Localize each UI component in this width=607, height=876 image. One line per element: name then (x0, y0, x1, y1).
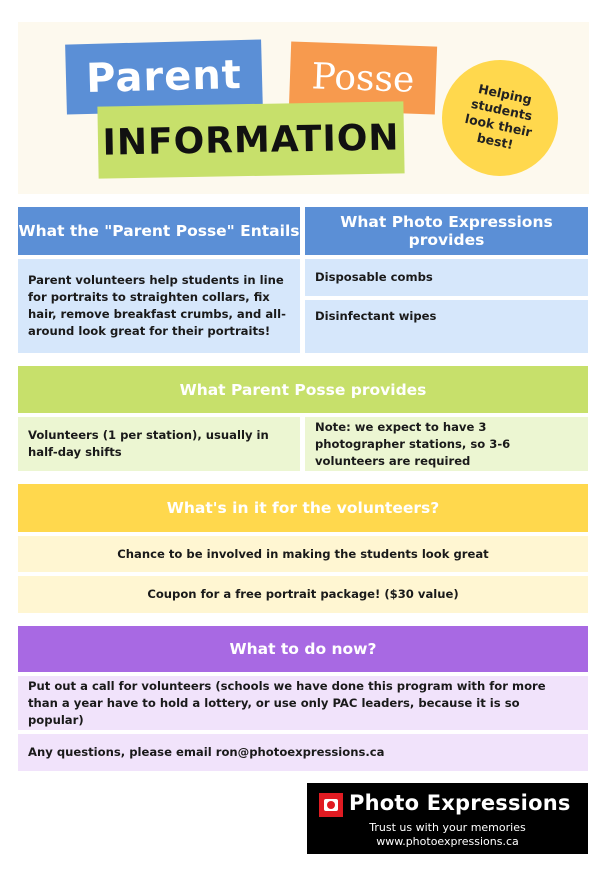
entails-header: What the "Parent Posse" Entails (18, 207, 300, 255)
volunteers-benefit-header: What's in it for the volunteers? (18, 484, 588, 532)
provides-item-wipes: Disinfectant wipes (305, 300, 588, 353)
posse-provides-volunteers: Volunteers (1 per station), usually in half-day shifts (18, 417, 300, 471)
next-steps-contact-email: Any questions, please email ron@photoexpressions.ca (18, 734, 588, 771)
tagline-badge-text: Helping students look their best! (463, 81, 534, 153)
title-word-information: INFORMATION (97, 101, 404, 178)
next-steps-header: What to do now? (18, 626, 588, 672)
title-word-parent: Parent (65, 39, 263, 114)
title-word-posse: Posse (289, 41, 437, 114)
next-steps-call-volunteers: Put out a call for volunteers (schools we have done this program with for more than a year have to hold a lottery, or use only PAC leaders, because it is so popular) (18, 676, 588, 730)
logo-website: www.photoexpressions.ca (376, 835, 519, 848)
posse-provides-note: Note: we expect to have 3 photographer stations, so 3-6 volunteers are required (305, 417, 588, 471)
entails-body: Parent volunteers help students in line for portraits to straighten collars, fix hair, remove breakfast crumbs, and all-around look great for their portraits! (18, 259, 300, 353)
photo-expressions-logo (307, 783, 588, 854)
benefit-item-coupon: Coupon for a free portrait package! ($30 value) (18, 576, 588, 613)
camera-icon (319, 793, 343, 817)
logo-company-name: Photo Expressions (349, 791, 571, 815)
logo-tagline: Trust us with your memories (369, 821, 526, 834)
benefit-item-involved: Chance to be involved in making the students look great (18, 536, 588, 572)
provides-item-combs: Disposable combs (305, 259, 588, 296)
provides-header: What Photo Expressions provides (305, 207, 588, 255)
posse-provides-header: What Parent Posse provides (18, 366, 588, 413)
